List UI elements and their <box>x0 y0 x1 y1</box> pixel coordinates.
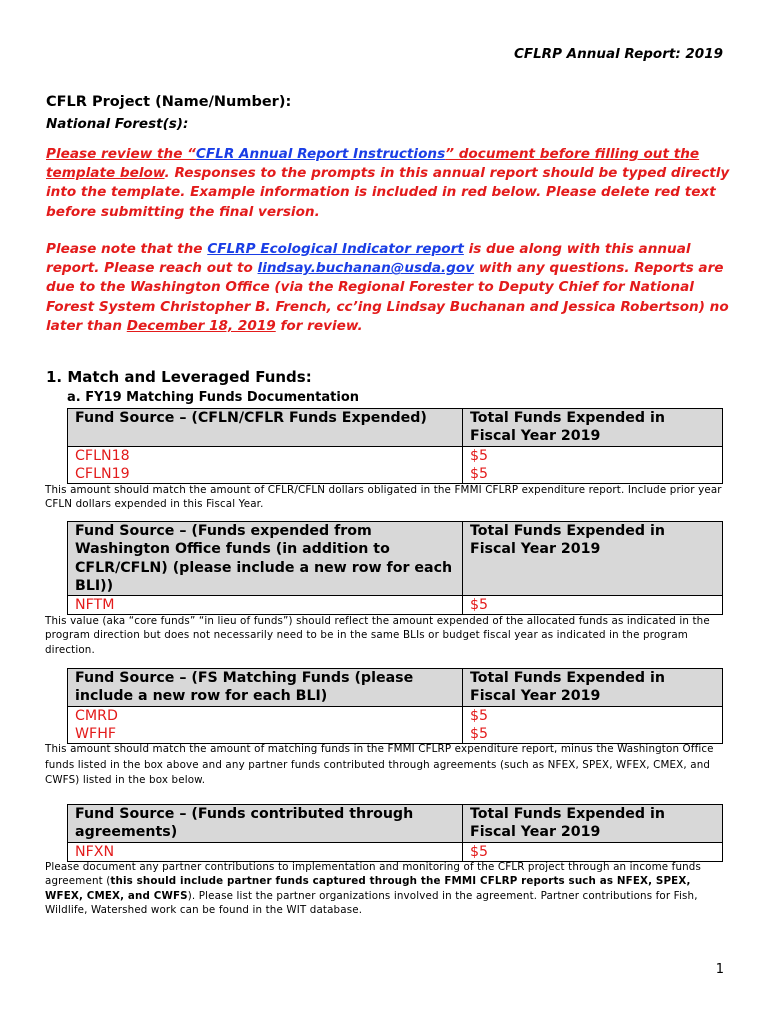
washington-office-funds-table <box>67 521 723 615</box>
table-note: This amount should match the amount of matching funds in the FMMI CFLRP expenditure report, minus the Washington Office funds listed in the box above and any partner funds contributed through agreements (such as NFEX, SPEX, WFEX, CMEX, and CWFS) listed in the box below. <box>45 743 714 786</box>
section-title: 1. Match and Leveraged Funds: <box>46 368 312 386</box>
table-note: This amount should match the amount of CFLR/CFLN dollars obligated in the FMMI CFLRP expenditure report. Include prior year CFLN dollars expended in this Fiscal Year. <box>45 484 722 511</box>
table-row <box>68 596 723 615</box>
table-header-total: Total Funds Expended in Fiscal Year 2019 <box>463 522 723 596</box>
project-name-label: CFLR Project (Name/Number): <box>46 94 292 110</box>
table-header-total: Total Funds Expended in Fiscal Year 2019 <box>463 669 723 707</box>
instr-text: template below <box>46 165 165 182</box>
table-header-source: Fund Source – (Funds contributed through agreements) <box>68 805 463 843</box>
email-link[interactable]: lindsay.buchanan@usda.gov <box>257 260 475 277</box>
national-forest-label: National Forest(s): <box>46 116 189 132</box>
instr-text: Please review the “ <box>46 146 196 162</box>
table-header-source: Fund Source – (Funds expended from Washington Office funds (in addition to CFLR/CFLN) (please include a new row for each BLI)) <box>68 522 463 596</box>
fund-source-cell[interactable]: CMRD WFHF <box>68 706 463 744</box>
table-header-source: Fund Source – (FS Matching Funds (please include a new row for each BLI) <box>68 669 463 707</box>
table-header-total: Total Funds Expended in Fiscal Year 2019 <box>463 805 723 843</box>
fund-amount-cell[interactable]: $5 <box>463 596 723 615</box>
note-text: ). Please list the partner organizations involved in the agreement. Partner contributions for Fish, Wildlife, Watershed work can be found in the WIT database. <box>45 889 698 917</box>
fs-matching-funds-table <box>67 668 723 744</box>
instr-text: ” document before filling out the <box>445 146 700 162</box>
fund-source-cell[interactable]: CFLN18 CFLN19 <box>68 446 463 484</box>
page-number: 1 <box>715 962 724 977</box>
section-subtitle: a. FY19 Matching Funds Documentation <box>67 390 360 405</box>
instructions-paragraph-2 <box>46 240 736 336</box>
instr-text: Please note that the <box>46 241 208 257</box>
note-text: Please document any partner contributions to implementation and monitoring of the CFLR project through an income funds agreement ( <box>45 861 702 888</box>
table-header-source: Fund Source – (CFLN/CFLR Funds Expended) <box>68 409 463 447</box>
ecological-indicator-link[interactable]: CFLRP Ecological Indicator report <box>207 241 464 257</box>
cfln-funds-table <box>67 408 723 484</box>
table-note <box>45 860 730 918</box>
instr-text: with any questions. Reports are due to the Washington Office (via the Regional Forester to Deputy Chief for National Forest System Christopher B. French, cc’ing Lindsay Buchanan and Jessica Robertson) no later than <box>46 260 729 334</box>
instructions-link[interactable]: CFLR Annual Report Instructions <box>195 146 446 162</box>
table-row <box>68 446 723 484</box>
instr-text: . Responses to the prompts in this annual report should be typed directly into the template. Example information is included in red below. Please delete red text before submitting the final version. <box>46 165 730 220</box>
table-row <box>68 706 723 744</box>
fund-amount-cell[interactable]: $5 $5 <box>463 446 723 484</box>
agreement-funds-table <box>67 804 723 862</box>
fund-source-cell[interactable]: NFTM <box>68 596 463 615</box>
instructions-paragraph-1 <box>46 145 736 222</box>
due-date: December 18, 2019 <box>126 317 276 334</box>
table-note: This value (aka “core funds” “in lieu of funds”) should reflect the amount expended of the allocated funds as indicated in the program direction but does not necessarily need to be in the same BLIs or budget fiscal year as indicated in the program direction. <box>45 615 710 656</box>
instr-text: is due along with this annual report. Please reach out to <box>46 241 691 277</box>
table-header-total: Total Funds Expended in Fiscal Year 2019 <box>463 409 723 447</box>
report-header-title: CFLRP Annual Report: 2019 <box>513 46 723 62</box>
note-bold-text: this should include partner funds captured through the FMMI CFLRP reports such as NFEX, SPEX, WFEX, CMEX, and CWFS <box>45 875 691 902</box>
fund-amount-cell[interactable]: $5 $5 <box>463 706 723 744</box>
fund-amount-cell[interactable]: $5 <box>463 842 723 861</box>
fund-source-cell[interactable]: NFXN <box>68 842 463 861</box>
instr-text: for review. <box>275 317 363 334</box>
table-row <box>68 842 723 861</box>
